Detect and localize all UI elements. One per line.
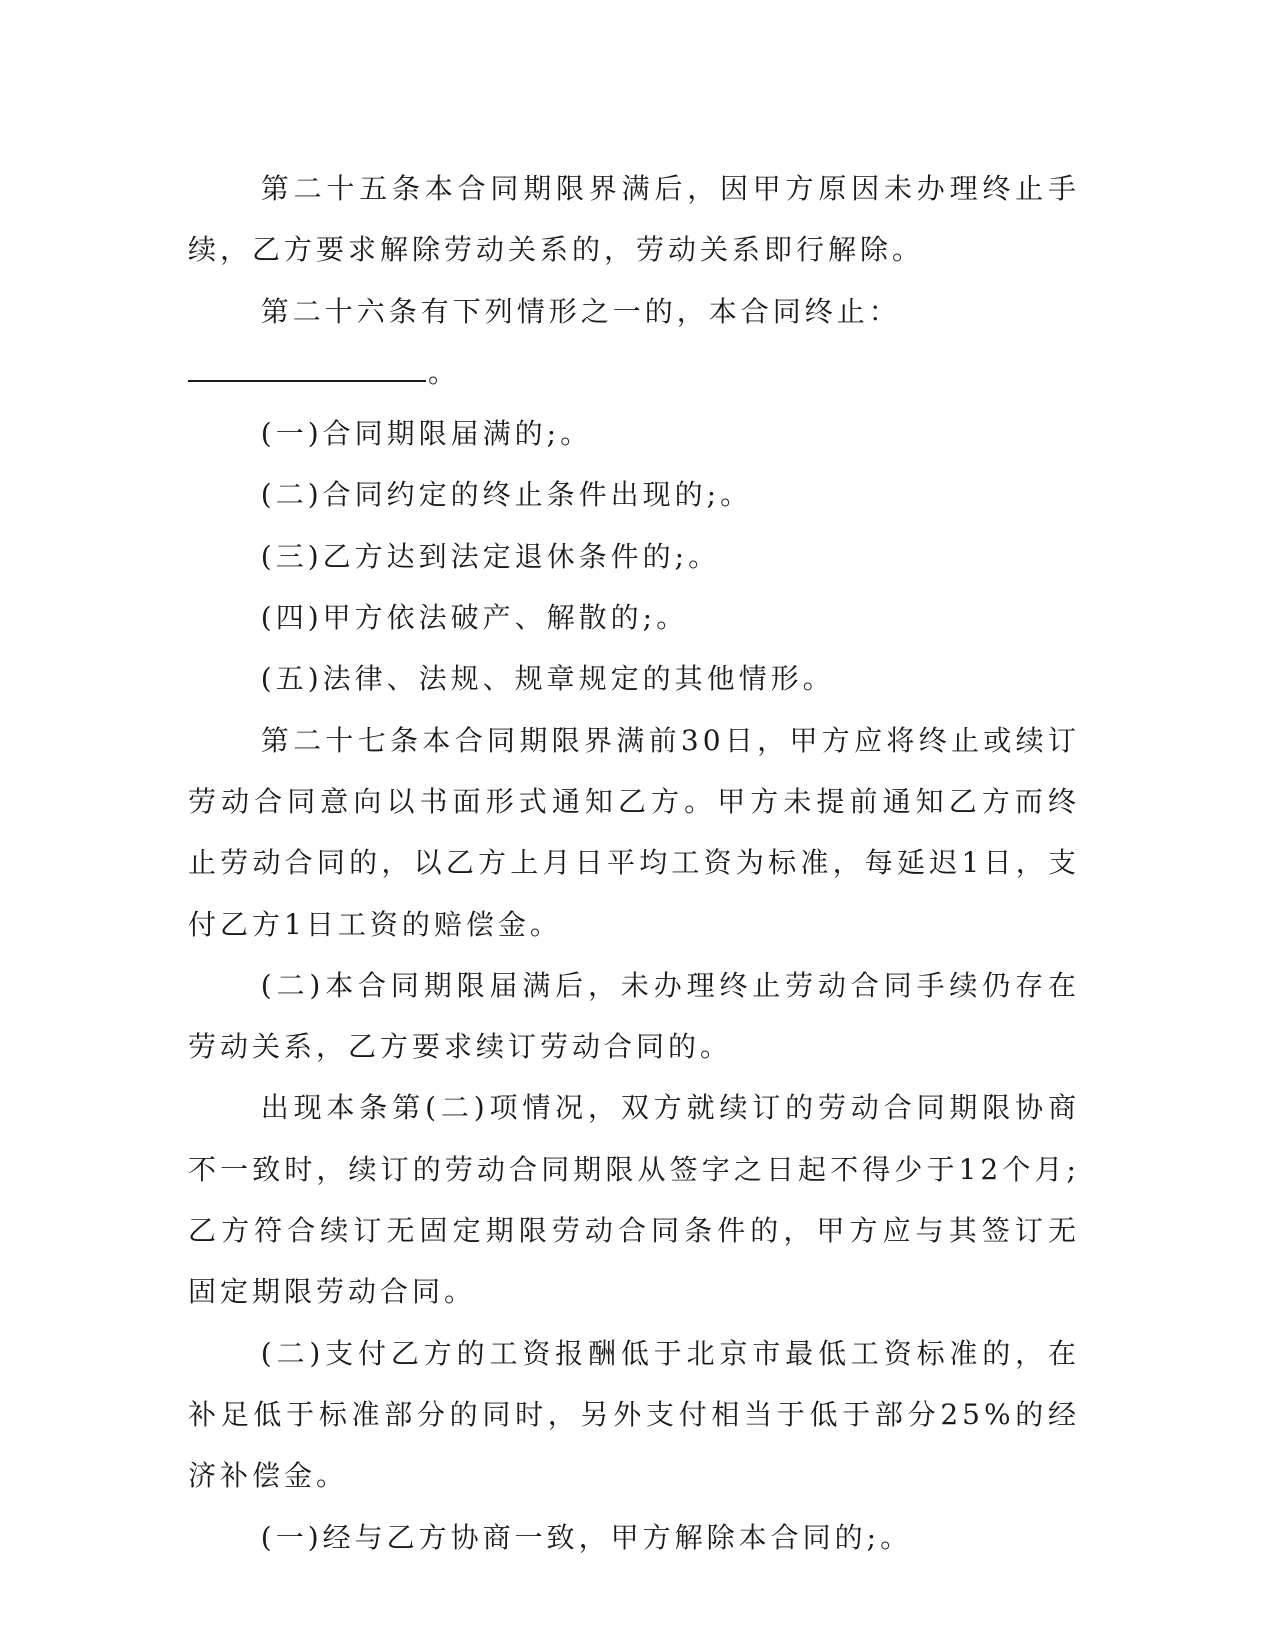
blank-line-terminator: 。 [428, 355, 461, 389]
renewal-term-clause: 出现本条第(二)项情况，双方就续订的劳动合同期限协商不一致时，续订的劳动合同期限从签字之日起不得少于12个月;乙方符合续订无固定期限劳动合同条件的，甲方应与其签订无固定期限劳动合同。 [188, 1091, 1080, 1309]
article-25: 第二十五条本合同期限界满后，因甲方原因未办理终止手续，乙方要求解除劳动关系的，劳动关系即行解除。 [188, 172, 1080, 267]
blank-fill-line [188, 342, 1080, 403]
underline-blank [188, 379, 426, 382]
mutual-termination-clause: (一)经与乙方协商一致，甲方解除本合同的;。 [260, 1520, 913, 1554]
termination-item-2: (二)合同约定的终止条件出现的;。 [260, 478, 753, 512]
document-body [188, 158, 1080, 1568]
renewal-clause: (二)本合同期限届满后，未办理终止劳动合同手续仍存在劳动关系，乙方要求续订劳动合同的。 [188, 968, 1080, 1064]
termination-item-3: (三)乙方达到法定退休条件的;。 [260, 539, 721, 573]
article-27: 第二十七条本合同期限界满前30日，甲方应将终止或续订劳动合同意向以书面形式通知乙方。甲方未提前通知乙方而终止劳动合同的，以乙方上月日平均工资为标准，每延迟1日，支付乙方1日工资的赔偿金。 [188, 723, 1080, 941]
termination-item-1: (一)合同期限届满的;。 [260, 417, 593, 451]
minimum-wage-clause: (二)支付乙方的工资报酬低于北京市最低工资标准的，在补足低于标准部分的同时，另外支付相当于低于部分25%的经济补偿金。 [188, 1336, 1080, 1493]
termination-item-4: (四)甲方依法破产、解散的;。 [260, 601, 689, 635]
termination-item-5: (五)法律、法规、规章规定的其他情形。 [260, 662, 835, 696]
article-26: 第二十六条有下列情形之一的，本合同终止： [260, 294, 901, 328]
